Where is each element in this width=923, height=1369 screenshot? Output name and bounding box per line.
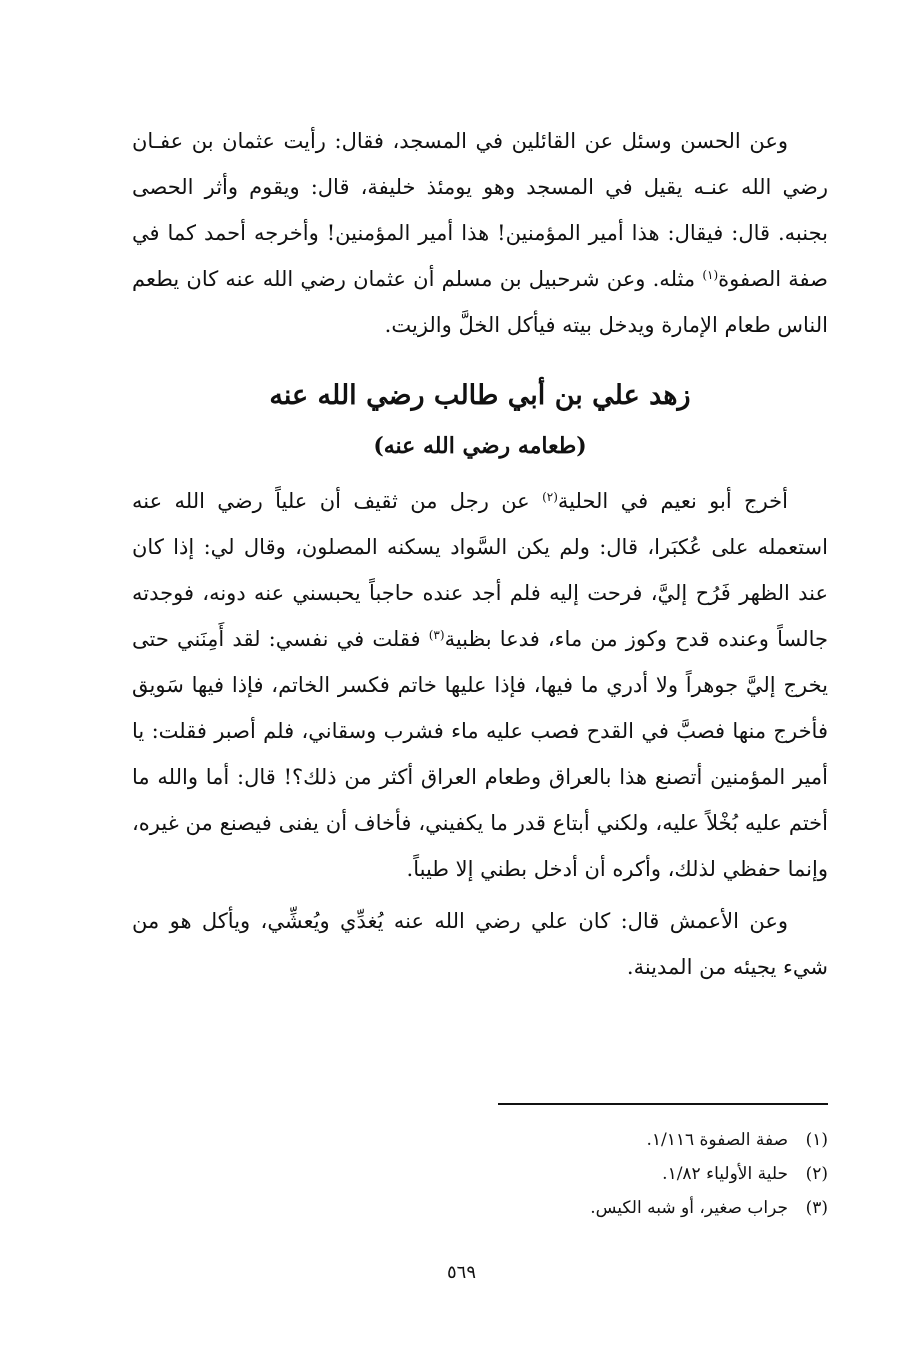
footnote-number: (٣) <box>805 1198 828 1218</box>
page-number: ٥٦٩ <box>446 1262 476 1283</box>
paragraph-text: عن رجل من ثقيف أن علياً رضي الله عنه استعمله على عُكبَرا، قال: ولم يكن السَّواد يسكنه المصلون، وقال لي: إذا كان عند الظهر فَرُح إليَّ، فرحت إليه فلم أجد عنده حاجباً يحبسني عنه دونه، فوجدته جالساً وعنده قدح وكوز من ماء، فدعا بظبية <box>132 489 828 651</box>
footnote-text: حلية الأولياء ١/٨٢. <box>662 1164 788 1184</box>
paragraph-text: أخرج أبو نعيم في الحلية <box>557 489 788 513</box>
section-subheading: (طعامه رضي الله عنه) <box>373 433 587 459</box>
paragraph-text: فقلت في نفسي: لقد أَمِنَني حتى يخرج إليَّ جوهراً ولا أدري ما فيها، فإذا عليها خاتم فكسر الخاتم، فإذا فيها سَويق فأخرج منها فصبَّ في القدح فصب عليه ماء فشرب وسقاني، فلم أصبر فقلت: يا أمير المؤمنين أتصنع هذا بالعراق وطعام العراق أكثر من ذلك؟! قال: أما والله ما أختم عليه بُخْلاً عليه، ولكني أبتاع قدر ما يكفيني، فأخاف أن يفنى فيصنع من غيره، وإنما حفظي لذلك، وأكره أن أدخل بطني إلا طيباً. <box>132 627 828 881</box>
paragraph <box>132 118 828 348</box>
section-heading: زهد علي بن أبي طالب رضي الله عنه <box>269 380 691 411</box>
footnote-number: (٢) <box>805 1164 828 1184</box>
bottom-section <box>132 478 828 990</box>
footnote-text: صفة الصفوة ١/١١٦. <box>646 1130 788 1150</box>
footnote-text: جراب صغير، أو شبه الكيس. <box>590 1198 788 1218</box>
paragraph <box>132 898 828 990</box>
paragraph-text: مثله. وعن شرحبيل بن مسلم أن عثمان رضي الله عنه كان يطعم الناس طعام الإمارة ويدخل بيته فيأكل الخلَّ والزيت. <box>132 267 828 337</box>
paragraph-text: وعن الأعمش قال: كان علي رضي الله عنه يُغدِّي ويُعشِّي، ويأكل هو من شيء يجيئه من المدينة. <box>132 909 828 979</box>
footnote-reference: (٢) <box>542 490 558 504</box>
paragraph <box>132 478 828 892</box>
footnote-item <box>498 1123 828 1157</box>
page-body <box>132 118 828 990</box>
footnote-item <box>498 1191 828 1225</box>
paragraph-text: وعن الحسن وسئل عن القائلين في المسجد، فقال: رأيت عثمان بن عفـان رضي الله عنـه يقيل في المسجد وهو يومئذ خليفة، قال: ويقوم وأثر الحصى بجنبه. قال: فيقال: هذا أمير المؤمنين! هذا أمير المؤمنين! وأخرجه أحمد كما في صفة الصفوة <box>132 129 829 291</box>
top-section <box>132 118 828 348</box>
footnote-reference: (١) <box>702 268 719 282</box>
footnote-item <box>498 1157 828 1191</box>
footnote-reference: (٣) <box>428 628 445 642</box>
footnote-number: (١) <box>805 1130 828 1150</box>
footnotes <box>498 1103 828 1225</box>
